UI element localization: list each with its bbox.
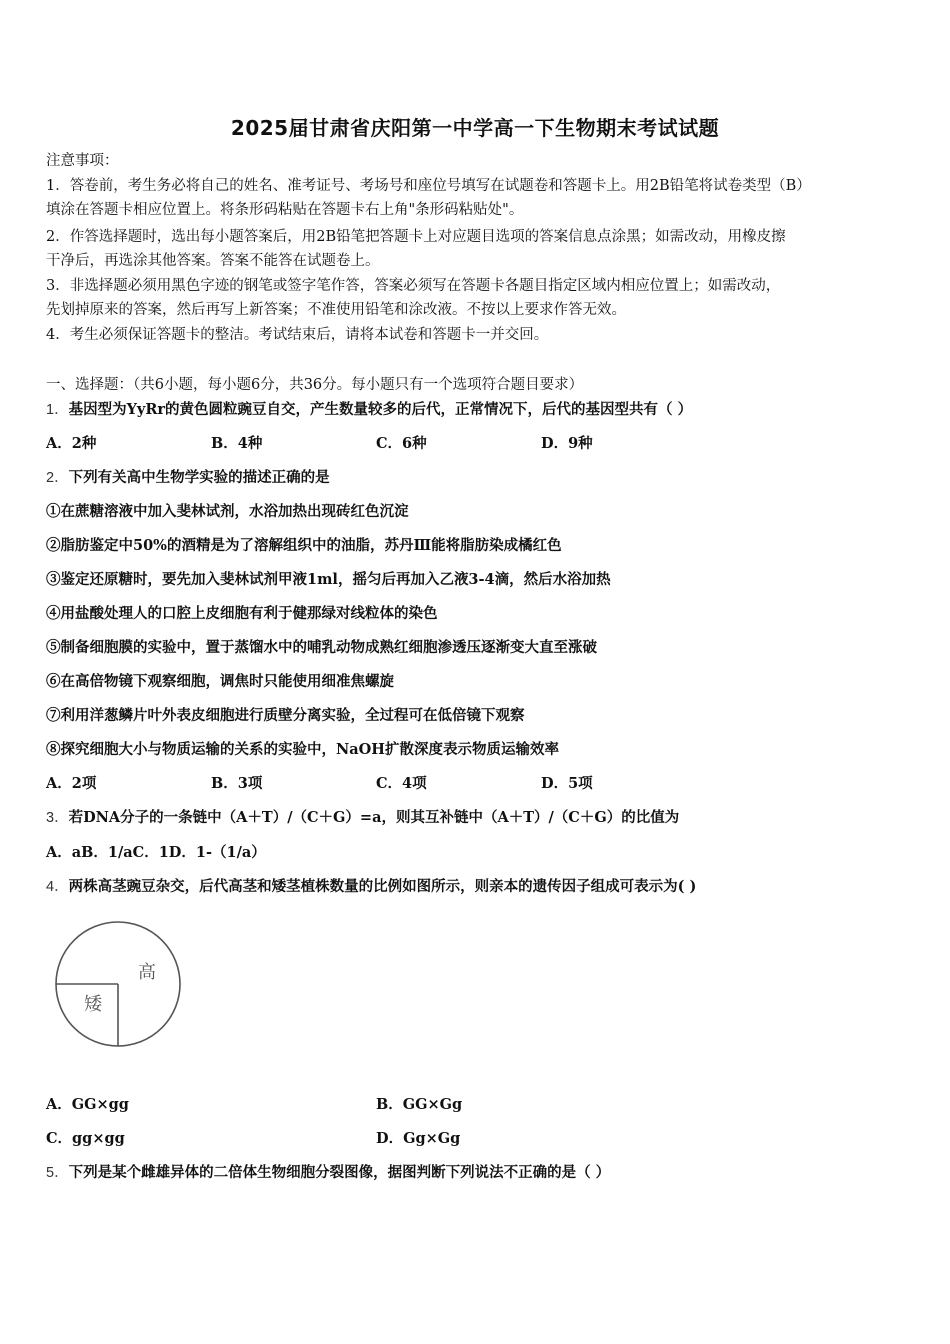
question-5 [46, 1163, 610, 1183]
pie-label-tall: 高 [138, 962, 156, 983]
option-c: C．6种 [376, 435, 427, 452]
option-d: D．9种 [541, 435, 593, 452]
notice-line: 4．考生必须保证答题卡的整洁。考试结束后，请将本试卷和答题卡一并交回。 [46, 327, 549, 343]
question-stem: 下列是某个雌雄异体的二倍体生物细胞分裂图像，据图判断下列说法不正确的是（ ） [68, 1164, 611, 1181]
question-stem: 下列有关高中生物学实验的描述正确的是 [68, 469, 330, 486]
notice-line: 1．答卷前，考生务必将自己的姓名、准考证号、考场号和座位号填写在试题卷和答题卡上。用2B铅笔将试卷类型（B） [46, 178, 811, 194]
statement-item: ⑥在高倍物镜下观察细胞，调焦时只能使用细准焦螺旋 [46, 673, 394, 690]
notice-line: 填涂在答题卡相应位置上。将条形码粘贴在答题卡右上角"条形码粘贴处"。 [46, 202, 524, 218]
page-title: 2025届甘肃省庆阳第一中学高一下生物期末考试试题 [230, 116, 720, 140]
options-line: A．aB．1/aC．1D．1-（1/a） [46, 844, 266, 861]
question-number: 5． [46, 1165, 69, 1181]
pie-figure [48, 918, 188, 1053]
notice-line: 3．非选择题必须用黑色字迹的钢笔或签字笔作答，答案必须写在答题卡各题目指定区域内相应位置上；如需改动， [46, 278, 781, 294]
question-2 [46, 468, 330, 488]
statement-item: ⑧探究细胞大小与物质运输的关系的实验中，NaOH扩散深度表示物质运输效率 [46, 741, 559, 758]
statement-item: ④用盐酸处理人的口腔上皮细胞有利于健那绿对线粒体的染色 [46, 605, 438, 622]
statement-item: ①在蔗糖溶液中加入斐林试剂，水浴加热出现砖红色沉淀 [46, 503, 409, 520]
option-d: D．Gg×Gg [376, 1130, 461, 1147]
statement-item: ③鉴定还原糖时，要先加入斐林试剂甲液1ml，摇匀后再加入乙液3-4滴，然后水浴加热 [46, 571, 611, 588]
question-stem: 基因型为YyRr的黄色圆粒豌豆自交，产生数量较多的后代，正常情况下，后代的基因型共有（ ） [68, 401, 693, 418]
question-4 [46, 877, 696, 897]
option-a: A．2项 [46, 775, 97, 792]
option-b: B．3项 [211, 775, 263, 792]
question-number: 4． [46, 879, 69, 895]
statement-item: ⑤制备细胞膜的实验中，置于蒸馏水中的哺乳动物成熟红细胞渗透压逐渐变大直至涨破 [46, 639, 597, 656]
question-number: 1． [46, 402, 69, 418]
statement-item: ②脂肪鉴定中50%的酒精是为了溶解组织中的油脂，苏丹Ⅲ能将脂肪染成橘红色 [46, 537, 562, 554]
question-number: 3． [46, 810, 69, 826]
question-number: 2． [46, 470, 69, 486]
option-b: B．GG×Gg [376, 1096, 463, 1113]
question-stem: 若DNA分子的一条链中（A＋T）/（C＋G）=a，则其互补链中（A＋T）/（C＋G）的比值为 [68, 809, 680, 826]
option-a: A．2种 [46, 435, 97, 452]
notice-line: 干净后，再选涂其他答案。答案不能答在试题卷上。 [46, 253, 380, 269]
notice-heading: 注意事项： [46, 153, 119, 169]
option-c: C．4项 [376, 775, 427, 792]
question-1 [46, 400, 692, 420]
notice-line: 2．作答选择题时，选出每小题答案后，用2B铅笔把答题卡上对应题目选项的答案信息点涂黑；如需改动，用橡皮擦 [46, 229, 786, 245]
option-d: D．5项 [541, 775, 593, 792]
section-heading: 一、选择题：（共6小题，每小题6分，共36分。每小题只有一个选项符合题目要求） [46, 377, 584, 393]
question-3 [46, 808, 679, 828]
option-b: B．4种 [211, 435, 263, 452]
statement-item: ⑦利用洋葱鳞片叶外表皮细胞进行质壁分离实验，全过程可在低倍镜下观察 [46, 707, 525, 724]
option-c: C．gg×gg [46, 1130, 125, 1147]
question-stem: 两株高茎豌豆杂交，后代高茎和矮茎植株数量的比例如图所示，则亲本的遗传因子组成可表示为( ) [68, 878, 697, 895]
notice-line: 先划掉原来的答案，然后再写上新答案；不准使用铅笔和涂改液。不按以上要求作答无效。 [46, 302, 626, 318]
option-a: A．GG×gg [46, 1096, 129, 1113]
pie-label-short: 矮 [84, 994, 102, 1015]
